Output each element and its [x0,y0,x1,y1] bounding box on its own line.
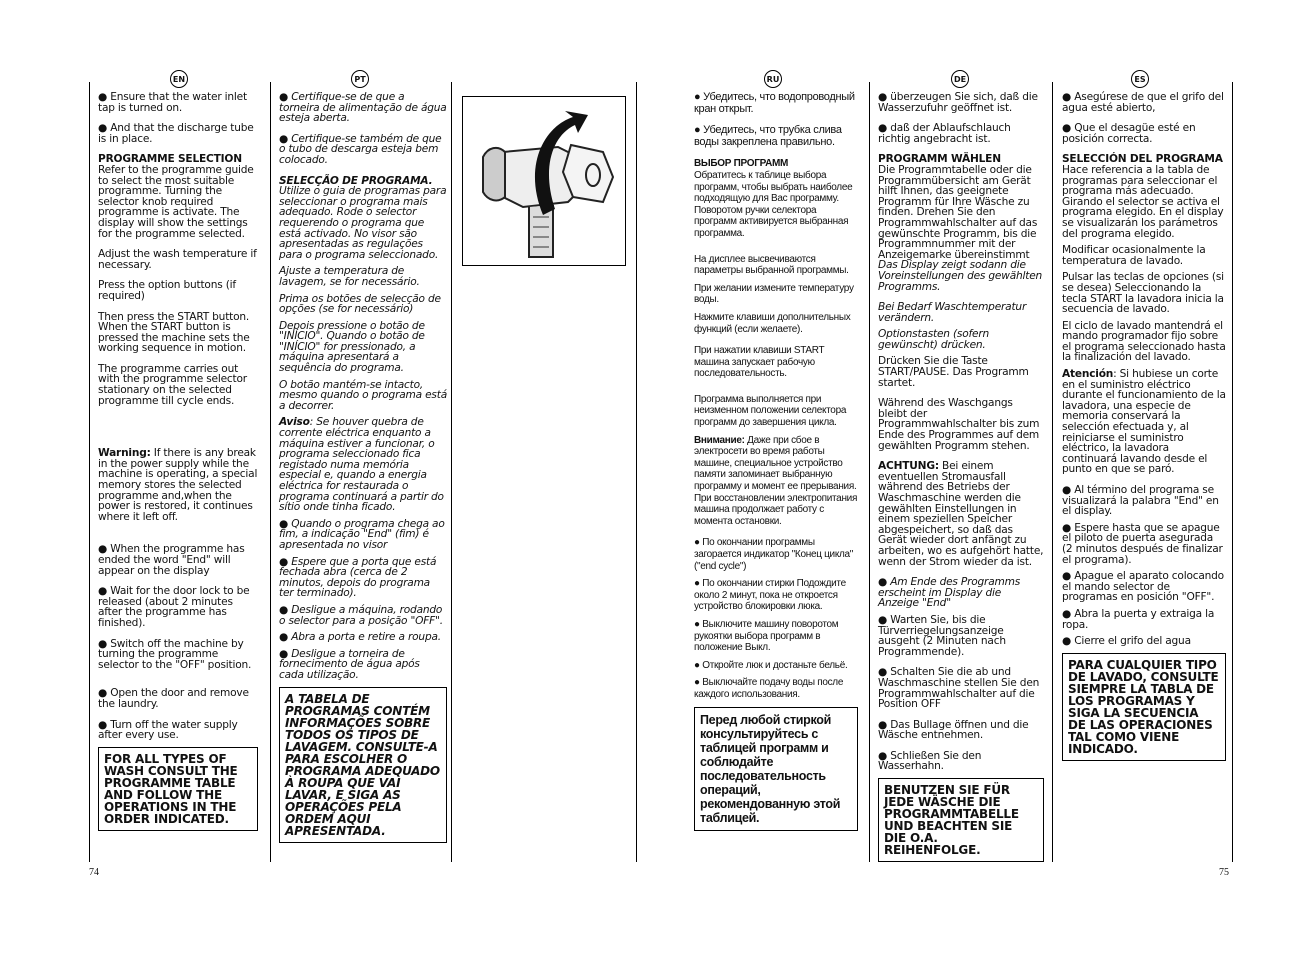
page-number-left: 74 [89,867,99,878]
text-block: На дисплее высвечиваются параметры выбранной программы. [694,253,849,277]
text-block: Refer to the programme guide to select the most suitable programme. Turning the selector knob required programme is activate. The display will show the settings for the programme selected. [98,163,254,240]
text-block: ● Schließen Sie den Wasserhahn. [878,751,1044,772]
notice-box: Перед любой стиркой консультируйтесь с таблицей программ и соблюдайте последовательность операций, рекомендованную этой таблицей. [694,707,858,831]
text-block: Während des Waschgangs bleibt der Programmwahlschalter bis zum Ende des Programmes auf dem gewählten Programm stehen. [878,397,1040,452]
text-block: ● Quando o programa chega ao fim, a indicação "End" (fim) é apresentada no visor [279,519,447,551]
text-block: Hace referencia a la tabla de programas para seleccionar el programa más adecuado. Girando el selector se activa el programa elegido. En el display se visualizarán los parámetros del programa elegido. [1062,163,1224,240]
text-block: Optionstasten (sofern gewünscht) drücken. [878,328,990,351]
warning-text: If there is any break in the power supply while the machine is operating, a special memory stores the selected programme and,when the power is restored, it continues where it left off. [98,447,258,523]
text-block: ● überzeugen Sie sich, daß die Wasserzufuhr geöffnet ist. [878,92,1044,113]
text-block: Press the option buttons (if required) [98,279,236,302]
column-divider [270,82,271,862]
section-heading: PROGRAMM WÄHLEN [878,153,1001,166]
warning-label: Warning: [98,447,151,460]
section-heading: SELECÇÃO DE PROGRAMA. [279,174,433,187]
text-block: ● Warten Sie, bis die Türverriegelungsanzeige ausgeht (2 Minuten nach Programmende). [878,615,1044,657]
text-block: Ajuste a temperatura de lavagem, se for necessário. [279,265,420,288]
column-en [98,92,258,831]
notice-box: BENUTZEN SIE FÜR JEDE WÄSCHE DIE PROGRAMMTABELLE UND BEACHTEN SIE DIE O.A. REIHENFOLGE. [878,778,1044,862]
text-block: ● Выключайте подачу воды после каждого использования. [694,677,858,700]
warning-block [1062,369,1226,475]
section-heading: ВЫБОР ПРОГРАММ [694,158,789,170]
text-block: El ciclo de lavado mantendrá el mando programador fijo sobre el programa seleccionado hasta la finalización del lavado. [1062,319,1226,364]
text-block [878,165,1044,292]
warning-text: Даже при сбое в электросети во время работы машине, специальное устройство памяти запоминает выбранную программу и момент ее прерывания. При восстановлении электропитания машина продолжает работу с момента остановки. [694,434,858,527]
warning-text: : Se houver quebra de corrente eléctrica enquanto a máquina estiver a funcionar, o programa seleccionado fica registado numa memória especial e, quando a energia eléctrica for restaurada o programa continuará a partir do sítio onde tinha ficado. [279,416,444,514]
text-block: Prima os botões de selecção de opções (se for necessário) [279,292,441,316]
text-block: ● Schalten Sie die ab und Waschmaschine stellen Sie den Programmwahlschalter auf die Position OFF [878,667,1044,709]
text-block: Depois pressione o botão de "INÍCIO". Quando o botão de "INÍCIO" for pressionado, a máquina apresentará a sequência do programa. [279,319,425,375]
column-ru [694,92,858,831]
notice-box: A TABELA DE PROGRAMAS CONTÉM INFORMAÇÕES SOBRE TODOS OS TIPOS DE LAVAGEM. CONSULTE-A PARA ESCOLHER O PROGRAMA ADEQUADO À ROUPA QUE VAI LAVAR, E SIGA AS OPERAÇÕES PELA ORDEM AQUI APRESENTADA. [279,687,447,843]
text-block: ● Am Ende des Programms erscheint im Display die Anzeige "End" [878,577,1044,609]
text-block: ● Убедитесь, что трубка слива воды закреплена правильно. [694,125,858,148]
text-block: ● daß der Ablaufschlauch richtig angebracht ist. [878,123,1044,144]
text-block: При нажатии клавиши START машина запускает рабочую последовательность. [694,345,825,380]
text-block: ● Apague el aparato colocando el mando selector de programas en posición "OFF". [1062,571,1226,603]
page-number-right: 75 [1219,867,1229,878]
text-block: Bei Bedarf Waschtemperatur verändern. [878,301,1027,324]
text-block: ● Asegúrese de que el grifo del agua esté abierto, [1062,92,1226,113]
column-divider [1232,82,1233,862]
text-block: Обратитесь к таблице выбора программ, чтобы выбрать наиболее подходящую для Вас программу. Поворотом ручки селектора программ активируется выбранная программа. [694,169,853,239]
notice-box: PARA CUALQUIER TIPO DE LAVADO, CONSULTE SIEMPRE LA TABLA DE LOS PROGRAMAS Y SIGA LA SECUENCIA DE LAS OPERACIONES TAL COMO VIENE INDICADO. [1062,653,1226,761]
text-block: ● When the programme has ended the word "End" will appear on the display [98,544,258,576]
text-block: ● Espere que a porta que está fechada abra (cerca de 2 minutos, depois do programa ter terminado). [279,557,447,599]
text-block: ● Certifique-se também de que o tubo de descarga esteja bem colocado. [279,134,447,166]
text-block: ● Turn off the water supply after every use. [98,720,258,741]
section-heading: PROGRAMME SELECTION [98,153,242,166]
text-block: ● Откройте люк и достаньте бельё. [694,660,858,672]
column-divider [1052,82,1053,862]
text-block: ● Certifique-se de que a torneira de alimentação de água esteja aberta. [279,92,447,124]
text-block: ● По окончании стирки Подождите около 2 минут, пока не откроется устройство блокировки люка. [694,578,858,613]
text-block: ● Abra a porta e retire a roupa. [279,632,447,643]
text-block: Utilize o guia de programas para seleccionar o programa mais adequado. Rode o selector requerendo o programa que está activado. No visor são apresentadas as regulações para o programa seleccionado. [279,185,447,261]
text-line: Die Programmtabelle oder die Programmübersicht am Gerät hilft Ihnen, das geeignete Programm für Ihre Wäsche zu finden. Drehen Sie den Programmwahlschalter auf das gewünschte Programm, bis die Programmnummer mit der Anzeigemarke übereinstimmt [878,163,1038,261]
text-block: Нажмите клавиши дополнительных функций (если желаете). [694,311,851,335]
text-block: O botão mantém-se intacto, mesmo quando o programa está a decorrer. [279,378,447,412]
warning-label: Aviso [279,416,310,429]
text-block: ● Desligue a máquina, rodando o selector para a posição "OFF". [279,605,447,626]
column-divider [869,82,870,862]
text-block: ● Que el desagüe esté en posición correcta. [1062,123,1226,144]
text-block: При желании измените температуру воды. [694,282,854,306]
warning-label: ACHTUNG: [878,460,939,473]
text-block: ● Al término del programa se visualizará la palabra "End" en el display. [1062,485,1226,517]
text-block: Then press the START button. When the START button is pressed the machine sets the working sequence in motion. [98,310,250,355]
warning-block [279,417,447,512]
notice-box: FOR ALL TYPES OF WASH CONSULT THE PROGRAMME TABLE AND FOLLOW THE OPERATIONS IN THE ORDER INDICATED. [98,747,258,831]
column-divider [451,82,452,862]
text-block: ● Das Bullage öffnen und die Wäsche entnehmen. [878,720,1044,741]
column-es [1062,92,1226,761]
text-block: ● And that the discharge tube is in place. [98,123,258,144]
water-tap-illustration [462,96,626,266]
warning-text: : Si hubiese un corte en el suministro eléctrico durante el funcionamiento de la lavadora, una especie de memoria conservará la selección efectuada y, al reiniciarse el suministro eléctrico, la lavadora continuará lavando desde el punto en que se paró. [1062,368,1226,476]
text-block: ● Выключите машину поворотом рукоятки выбора программ в положение Выкл. [694,619,858,654]
text-block: ● Switch off the machine by turning the programme selector to the "OFF" position. [98,639,258,671]
text-block: ● Wait for the door lock to be released (about 2 minutes after the programme has finished). [98,586,258,628]
section-heading: SELECCIÓN DEL PROGRAMA [1062,153,1223,166]
warning-block [878,461,1044,567]
language-badge-ru: RU [764,70,782,88]
warning-text: Bei einem eventuellen Stromausfall während des Betriebs der Waschmaschine werden die gewählten Einstellungen in einem speziellen Speicher abgespeichert, so daß das Gerät wieder dort anfängt zu arbeiten, wo es aufgehört hatte, wenn der Strom wieder da ist. [878,460,1044,568]
column-de [878,92,1044,862]
column-divider [89,82,90,862]
text-block: Drücken Sie die Taste START/PAUSE. Das Programm startet. [878,355,1029,389]
text-block: ● Abra la puerta y extraiga la ropa. [1062,609,1226,630]
text-block: ● Cierre el grifo del agua [1062,636,1226,647]
text-block: ● Espere hasta que se apague el piloto de puerta asegurada (2 minutos después de finalizar el programa). [1062,523,1226,565]
text-block: Pulsar las teclas de opciones (si se desea) Seleccionando la tecla START la lavadora inicia la secuencia de lavado. [1062,271,1224,316]
warning-block [98,448,258,522]
warning-label: Atención [1062,368,1114,381]
language-badge-pt: PT [351,70,369,88]
text-line: Das Display zeigt sodann die Voreinstellungen des gewählten Programms. [878,259,1043,293]
text-block: The programme carries out with the programme selector stationary on the selected programme till cycle ends. [98,362,247,407]
water-tap-icon [463,97,625,265]
warning-label: Внимание: [694,434,745,446]
text-block: Программа выполняется при неизменном положении селектора программ до завершения цикла. [694,393,847,429]
language-badge-en: EN [170,70,188,88]
text-block: ● Open the door and remove the laundry. [98,688,258,709]
text-block: Modificar ocasionalmente la temperatura de lavado. [1062,244,1206,267]
language-badge-de: DE [951,70,969,88]
column-pt [279,92,447,843]
warning-block [694,435,858,528]
language-badge-es: ES [1131,70,1149,88]
text-block: ● Убедитесь, что водопроводный кран открыт. [694,92,858,115]
column-divider [636,82,637,862]
text-block: ● По окончании программы загорается индикатор "Конец цикла" ("end cycle") [694,537,858,572]
text-block: ● Desligue a torneira de fornecimento de água após cada utilização. [279,649,447,681]
text-block: ● Ensure that the water inlet tap is turned on. [98,92,258,113]
text-block: Adjust the wash temperature if necessary. [98,248,257,271]
